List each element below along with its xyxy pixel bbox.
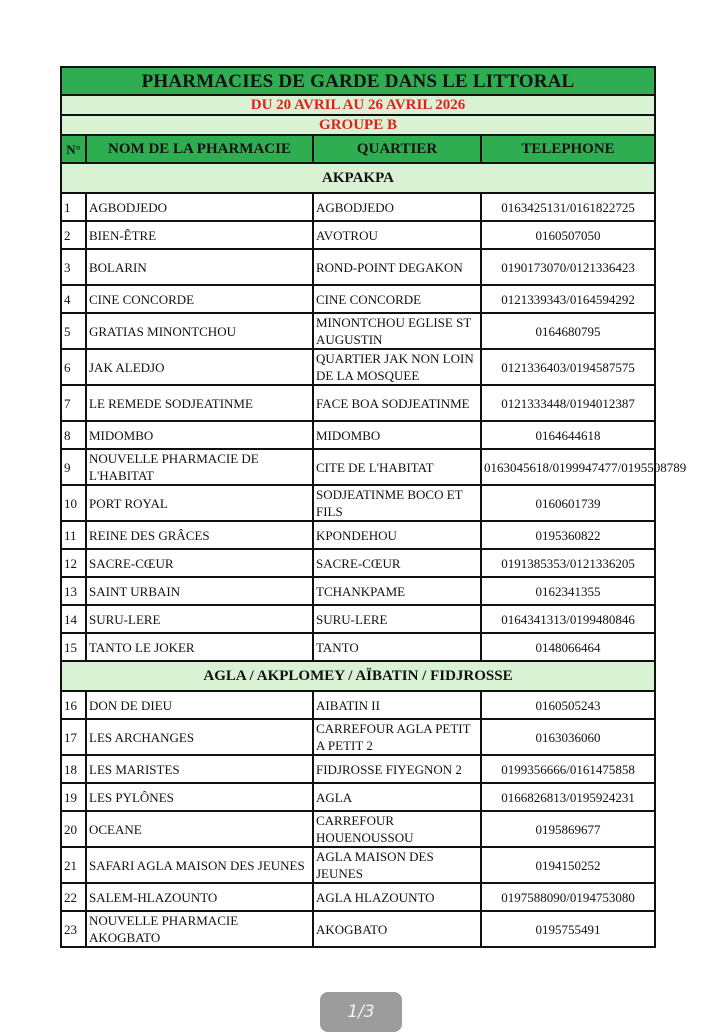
cell-quartier: CINE CONCORDE	[313, 285, 481, 313]
table-body	[61, 163, 687, 947]
cell-telephone: 0197588090/0194753080	[481, 883, 655, 911]
table-row	[61, 421, 655, 449]
cell-pharmacy-name: LES MARISTES	[86, 755, 313, 783]
cell-quartier: TANTO	[313, 633, 481, 661]
table-row	[61, 783, 655, 811]
cell-quartier: FACE BOA SODJEATINME	[313, 385, 481, 421]
cell-telephone: 0190173070/0121336423	[481, 249, 655, 285]
pharmacy-document	[60, 66, 687, 948]
cell-pharmacy-name: JAK ALEDJO	[86, 349, 313, 385]
cell-pharmacy-name: SAINT URBAIN	[86, 577, 313, 605]
cell-pharmacy-name: PORT ROYAL	[86, 485, 313, 521]
cell-number: 3	[61, 249, 86, 285]
table-row	[61, 349, 655, 385]
table-row	[61, 719, 655, 755]
cell-number: 14	[61, 605, 86, 633]
cell-pharmacy-name: MIDOMBO	[86, 421, 313, 449]
cell-number: 21	[61, 847, 86, 883]
cell-number: 17	[61, 719, 86, 755]
cell-number: 4	[61, 285, 86, 313]
cell-pharmacy-name: REINE DES GRÂCES	[86, 521, 313, 549]
cell-number: 15	[61, 633, 86, 661]
column-header-name: NOM DE LA PHARMACIE	[86, 135, 313, 163]
cell-number: 18	[61, 755, 86, 783]
cell-pharmacy-name: SACRE-CŒUR	[86, 549, 313, 577]
page-indicator: 1/3	[320, 992, 402, 1032]
cell-pharmacy-name: LE REMEDE SODJEATINME	[86, 385, 313, 421]
cell-quartier: AGLA	[313, 783, 481, 811]
cell-number: 10	[61, 485, 86, 521]
cell-telephone: 0164680795	[481, 313, 655, 349]
table-row	[61, 691, 655, 719]
cell-quartier: AGBODJEDO	[313, 193, 481, 221]
cell-telephone: 0160505243	[481, 691, 655, 719]
table-row	[61, 485, 655, 521]
section-title: AKPAKPA	[61, 163, 655, 193]
table-row	[61, 313, 655, 349]
table-row	[61, 549, 655, 577]
cell-pharmacy-name: CINE CONCORDE	[86, 285, 313, 313]
cell-telephone: 0163036060	[481, 719, 655, 755]
column-header-telephone: TELEPHONE	[481, 135, 655, 163]
cell-quartier: SACRE-CŒUR	[313, 549, 481, 577]
cell-pharmacy-name: SAFARI AGLA MAISON DES JEUNES	[86, 847, 313, 883]
table-row	[61, 521, 655, 549]
table-row	[61, 285, 655, 313]
cell-number: 11	[61, 521, 86, 549]
table-row	[61, 755, 655, 783]
cell-pharmacy-name: TANTO LE JOKER	[86, 633, 313, 661]
table-row	[61, 633, 655, 661]
table-row	[61, 193, 655, 221]
cell-number: 9	[61, 449, 86, 485]
cell-quartier: AIBATIN II	[313, 691, 481, 719]
cell-pharmacy-name: BOLARIN	[86, 249, 313, 285]
date-range: DU 20 AVRIL AU 26 AVRIL 2026	[61, 95, 655, 115]
cell-number: 12	[61, 549, 86, 577]
table-row	[61, 577, 655, 605]
table-row	[61, 847, 655, 883]
cell-pharmacy-name: OCEANE	[86, 811, 313, 847]
cell-quartier: AGLA HLAZOUNTO	[313, 883, 481, 911]
cell-telephone: 0199356666/0161475858	[481, 755, 655, 783]
cell-quartier: CARREFOUR HOUENOUSSOU	[313, 811, 481, 847]
cell-number: 5	[61, 313, 86, 349]
cell-telephone: 0191385353/0121336205	[481, 549, 655, 577]
cell-telephone: 0148066464	[481, 633, 655, 661]
table-row	[61, 605, 655, 633]
cell-telephone: 0121339343/0164594292	[481, 285, 655, 313]
section-title: AGLA / AKPLOMEY / AÏBATIN / FIDJROSSE	[61, 661, 655, 691]
cell-number: 23	[61, 911, 86, 947]
cell-pharmacy-name: SURU-LERE	[86, 605, 313, 633]
cell-number: 22	[61, 883, 86, 911]
cell-pharmacy-name: DON DE DIEU	[86, 691, 313, 719]
cell-quartier: MINONTCHOU EGLISE ST AUGUSTIN	[313, 313, 481, 349]
cell-quartier: ROND-POINT DEGAKON	[313, 249, 481, 285]
cell-pharmacy-name: GRATIAS MINONTCHOU	[86, 313, 313, 349]
cell-quartier: SODJEATINME BOCO ET FILS	[313, 485, 481, 521]
cell-telephone: 0160507050	[481, 221, 655, 249]
table-row	[61, 385, 655, 421]
cell-pharmacy-name: NOUVELLE PHARMACIE AKOGBATO	[86, 911, 313, 947]
cell-telephone: 0194150252	[481, 847, 655, 883]
cell-telephone: 0160601739	[481, 485, 655, 521]
section-row	[61, 661, 655, 691]
table-row	[61, 911, 655, 947]
cell-number: 19	[61, 783, 86, 811]
cell-telephone: 0162341355	[481, 577, 655, 605]
cell-telephone: 0195755491	[481, 911, 655, 947]
cell-quartier: AGLA MAISON DES JEUNES	[313, 847, 481, 883]
cell-telephone: 0163045618/0199947477/0195508789	[481, 449, 655, 485]
column-header-no: N°	[61, 135, 86, 163]
cell-number: 6	[61, 349, 86, 385]
cell-telephone: 0195869677	[481, 811, 655, 847]
section-row	[61, 163, 655, 193]
cell-number: 7	[61, 385, 86, 421]
document-title: PHARMACIES DE GARDE DANS LE LITTORAL	[61, 67, 655, 95]
cell-number: 13	[61, 577, 86, 605]
cell-quartier: CITE DE L'HABITAT	[313, 449, 481, 485]
table-row	[61, 811, 655, 847]
cell-quartier: QUARTIER JAK NON LOIN DE LA MOSQUEE	[313, 349, 481, 385]
cell-telephone: 0163425131/0161822725	[481, 193, 655, 221]
cell-telephone: 0166826813/0195924231	[481, 783, 655, 811]
cell-quartier: TCHANKPAME	[313, 577, 481, 605]
cell-quartier: CARREFOUR AGLA PETIT A PETIT 2	[313, 719, 481, 755]
column-header-quartier: QUARTIER	[313, 135, 481, 163]
cell-telephone: 0121336403/0194587575	[481, 349, 655, 385]
cell-pharmacy-name: LES ARCHANGES	[86, 719, 313, 755]
cell-number: 1	[61, 193, 86, 221]
cell-pharmacy-name: LES PYLÔNES	[86, 783, 313, 811]
cell-number: 2	[61, 221, 86, 249]
cell-telephone: 0195360822	[481, 521, 655, 549]
table-row	[61, 449, 655, 485]
cell-telephone: 0164341313/0199480846	[481, 605, 655, 633]
table-row	[61, 249, 655, 285]
cell-quartier: FIDJROSSE FIYEGNON 2	[313, 755, 481, 783]
cell-number: 16	[61, 691, 86, 719]
table-row	[61, 883, 655, 911]
cell-pharmacy-name: AGBODJEDO	[86, 193, 313, 221]
cell-pharmacy-name: BIEN-ÊTRE	[86, 221, 313, 249]
table-row	[61, 221, 655, 249]
column-header-row	[61, 135, 655, 163]
pharmacy-table	[60, 66, 687, 948]
cell-quartier: AKOGBATO	[313, 911, 481, 947]
cell-quartier: SURU-LERE	[313, 605, 481, 633]
cell-pharmacy-name: NOUVELLE PHARMACIE DE L'HABITAT	[86, 449, 313, 485]
cell-pharmacy-name: SALEM-HLAZOUNTO	[86, 883, 313, 911]
cell-telephone: 0164644618	[481, 421, 655, 449]
cell-telephone: 0121333448/0194012387	[481, 385, 655, 421]
cell-number: 20	[61, 811, 86, 847]
cell-number: 8	[61, 421, 86, 449]
cell-quartier: AVOTROU	[313, 221, 481, 249]
cell-quartier: MIDOMBO	[313, 421, 481, 449]
cell-quartier: KPONDEHOU	[313, 521, 481, 549]
group-label: GROUPE B	[61, 115, 655, 135]
